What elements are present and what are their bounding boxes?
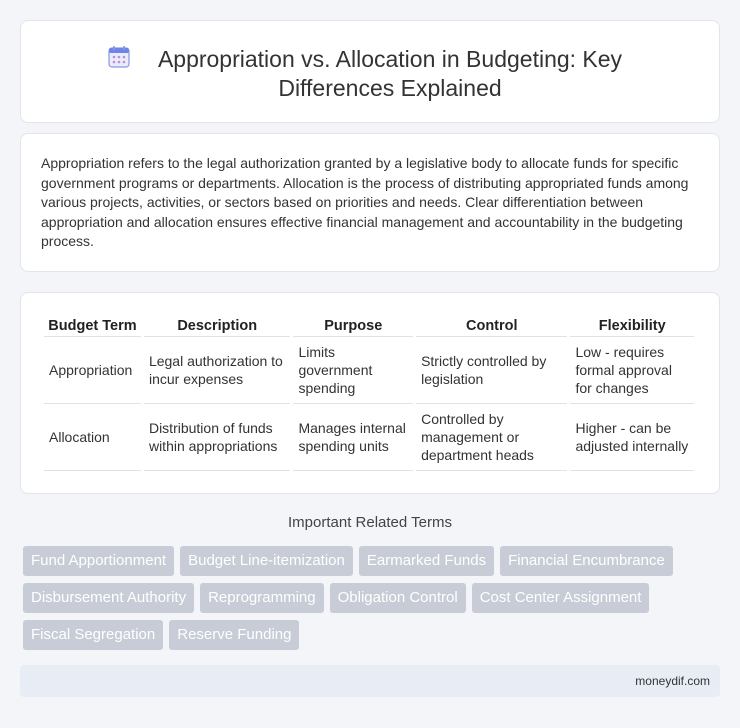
comparison-table-card	[20, 292, 720, 494]
header-description: Description	[144, 313, 291, 337]
page-title: Appropriation vs. Allocation in Budgeting: Key Differences Explained	[157, 46, 623, 101]
table-cell: Low - requires formal approval for changes	[570, 337, 694, 404]
header-budget-term: Budget Term	[44, 313, 141, 337]
table-cell: Strictly controlled by legislation	[416, 337, 567, 404]
table-row	[44, 404, 694, 471]
table-cell: Allocation	[44, 404, 141, 471]
table-row	[44, 337, 694, 404]
tag-row	[23, 546, 723, 576]
table-header-row	[44, 313, 694, 337]
description-card	[20, 133, 720, 272]
table-cell: Distribution of funds within appropriations	[144, 404, 291, 471]
header-purpose: Purpose	[293, 313, 413, 337]
tag-reprogramming[interactable]: Reprogramming	[200, 583, 324, 613]
footer-site: moneydif.com	[635, 674, 710, 688]
tag-obligation-control[interactable]: Obligation Control	[330, 583, 466, 613]
title-card	[20, 20, 720, 123]
table-cell: Legal authorization to incur expenses	[144, 337, 291, 404]
description-text: Appropriation refers to the legal authorization granted by a legislative body to allocate funds for specific government programs or departments. Allocation is the process of distributing appropriated funds among various projects, activities, or sectors based on priorities and needs. Clear differentiation between appropriation and allocation ensures effective financial management and accountability in the budgeting process.	[41, 155, 689, 249]
tag-fund-apportionment[interactable]: Fund Apportionment	[23, 546, 174, 576]
tag-disbursement-authority[interactable]: Disbursement Authority	[23, 583, 194, 613]
header-control: Control	[416, 313, 567, 337]
related-terms-title: Important Related Terms	[288, 514, 452, 531]
tag-earmarked-funds[interactable]: Earmarked Funds	[359, 546, 494, 576]
header-flexibility: Flexibility	[570, 313, 694, 337]
tag-row	[23, 620, 723, 650]
table-cell: Controlled by management or department heads	[416, 404, 567, 471]
table-cell: Appropriation	[44, 337, 141, 404]
tag-cost-center-assignment[interactable]: Cost Center Assignment	[472, 583, 650, 613]
comparison-table	[41, 313, 697, 471]
tag-fiscal-segregation[interactable]: Fiscal Segregation	[23, 620, 163, 650]
tag-budget-line-itemization[interactable]: Budget Line-itemization	[180, 546, 353, 576]
table-cell: Higher - can be adjusted internally	[570, 404, 694, 471]
tag-row	[23, 583, 723, 613]
tag-financial-encumbrance[interactable]: Financial Encumbrance	[500, 546, 673, 576]
footer	[20, 665, 720, 697]
related-terms-list	[23, 546, 723, 657]
tag-reserve-funding[interactable]: Reserve Funding	[169, 620, 299, 650]
table-cell: Manages internal spending units	[293, 404, 413, 471]
table-cell: Limits government spending	[293, 337, 413, 404]
